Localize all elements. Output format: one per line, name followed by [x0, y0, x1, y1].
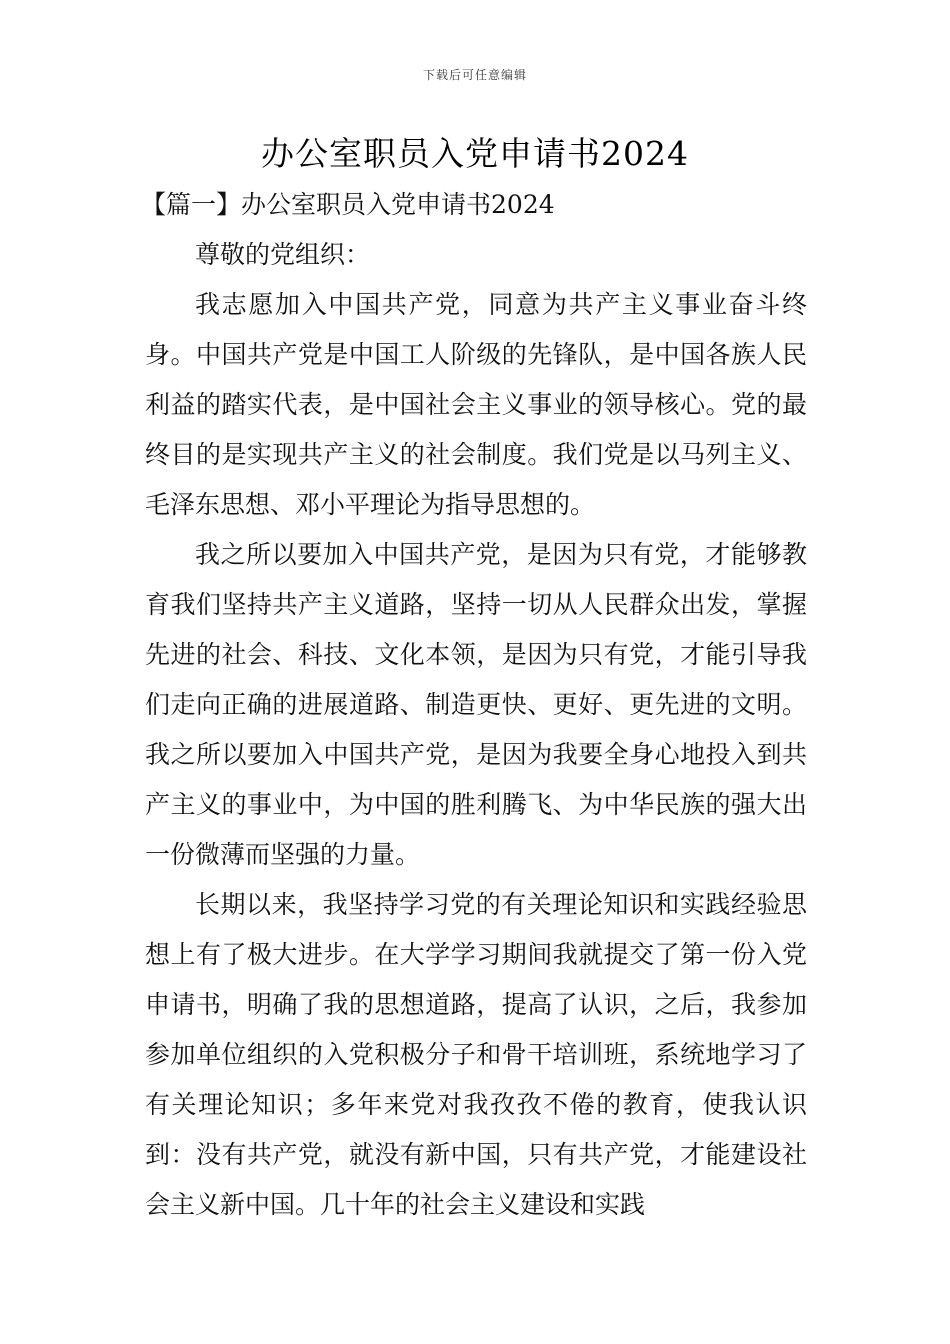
body-paragraph: 长期以来，我坚持学习党的有关理论知识和实践经验思想上有了极大进步。在大学学习期间我就提交了第一份入党申请书，明确了我的思想道路，提高了认识，之后，我参加参加单位组织的入党积极分子和骨干培训班，系统地学习了有关理论知识；多年来党对我孜孜不倦的教育，使我认识到：没有共产党，就没有新中国，只有共产党，才能建设社会主义新中国。几十年的社会主义建设和实践 [145, 890, 807, 1219]
section-heading: 【篇一】办公室职员入党申请书2024 [141, 190, 555, 219]
header-note: 下载后可任意编辑 [422, 68, 527, 82]
salutation: 尊敬的党组织： [195, 240, 371, 269]
document-body [141, 180, 807, 1230]
body-paragraph: 我之所以要加入中国共产党，是因为只有党，才能够教育我们坚持共产主义道路，坚持一切从人民群众出发，掌握先进的社会、科技、文化本领，是因为只有党，才能引导我们走向正确的进展道路、制造更快、更好、更先进的文明。我之所以要加入中国共产党，是因为我要全身心地投入到共产主义的事业中，为中国的胜利腾飞、为中华民族的强大出一份微薄而坚强的力量。 [145, 540, 807, 869]
body-paragraph: 我志愿加入中国共产党，同意为共产主义事业奋斗终身。中国共产党是中国工人阶级的先锋队，是中国各族人民利益的踏实代表，是中国社会主义事业的领导核心。党的最终目的是实现共产主义的社会制度。我们党是以马列主义、毛泽东思想、邓小平理论为指导思想的。 [145, 290, 807, 519]
document-title: 办公室职员入党申请书2024 [261, 134, 689, 173]
